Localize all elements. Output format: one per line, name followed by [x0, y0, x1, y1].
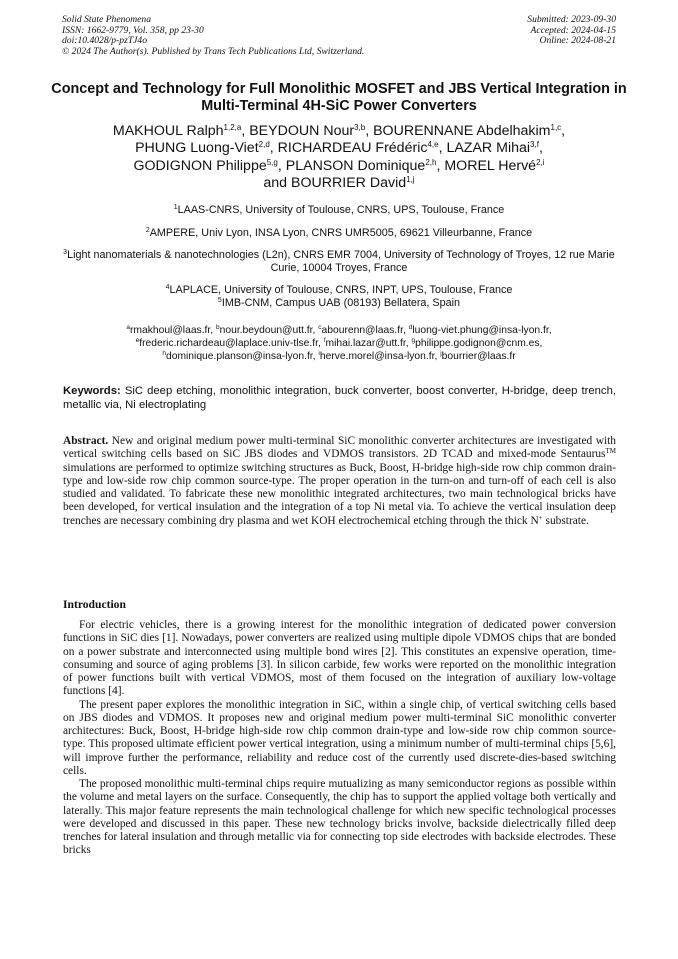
- paragraph: The present paper explores the monolithic integration in SiC, within a single chip, of vertical switching cells based on JBS diodes and VDMOS. It proposes new and original medium power multi-terminal SiC monolithic converter architectures: Buck, Boost, H-bridge high-side row chip common drain-type and low-side row chip common source-type. This proposed ultimate efficient power vertical integration, using a minimum number of multi-terminal chips [5,6], will improve further the performance, reliability and reduce cost of the currently used discrete-dies-based switching cells.: [63, 698, 616, 777]
- author: MOREL Hervé$^{2,i}$: [444, 157, 545, 174]
- email-address[interactable]: $^i$herve.morel@insa-lyon.fr: [318, 350, 435, 363]
- author: MAKHOUL Ralph$^{1,2,a}$,: [112, 123, 250, 139]
- affiliation: $^4$LAPLACE, University of Toulouse, CNRS, INPT, UPS, Toulouse, France: [165, 284, 513, 296]
- email-address[interactable]: $^f$mihai.lazar@utt.fr: [323, 337, 406, 350]
- email-address[interactable]: $^g$philippe.godignon@cnm.es: [411, 337, 540, 350]
- affiliation: $^5$IMB-CNM, Campus UAB (08193) Bellatera, Spain: [217, 297, 461, 309]
- affiliation: $^2$AMPERE, Univ Lyon, INSA Lyon, CNRS UMR5005, 69621 Villeurbanne, France: [145, 227, 533, 239]
- keywords-label: Keywords:: [63, 385, 121, 397]
- author: BEYDOUN Nour$^{3,b}$,: [249, 123, 374, 139]
- author: LAZAR Mihai$^{3,f}$,: [446, 140, 543, 157]
- journal-info: [62, 15, 364, 57]
- author: PHUNG Luong-Viet$^{2,d}$,: [135, 140, 278, 157]
- section-heading-introduction: Introduction: [63, 598, 126, 611]
- affiliation: $^3$Light nanomaterials & nanotechnologies (L2n), CNRS EMR 7004, University of Technology of Troyes, 12 rue Marie Curie, 10004 Troyes, France: [63, 249, 615, 275]
- copyright-line: © 2024 The Author(s). Published by Trans Tech Publications Ltd, Switzerland.: [62, 45, 365, 57]
- doi-line: doi:10.4028/p-pzTJ4o: [62, 35, 148, 47]
- paragraph: For electric vehicles, there is a growing interest for the monolithic integration of dedicated power conversion functions in SiC dies [1]. Nowadays, power converters are realized using multiple dipole VDMOS chips that are bonded on a power substrate and interconnected using multiple bond wires [2]. This constitutes an expensive operation, time-consuming and source of aging problems [3]. In silicon carbide, few works were reported on the monolithic integration of power functions built with vertical VDMOS, most of them focused on the integration of auxiliary low-voltage functions [4].: [63, 619, 616, 698]
- keywords-text: SiC deep etching, monolithic integration, buck converter, boost converter, H-bridge, deep trench, metallic via, Ni electroplating: [63, 385, 616, 411]
- paragraph: The proposed monolithic multi-terminal chips require mutualizing as many semiconductor regions as possible within the volume and metal layers on the surface. Consequently, the chip has to support the applied voltage both vertically and laterally. This major feature represents the main technological challenge for which new specific technological processes were developed and discussed in this paper. These new technology bricks involve, backside dielectrically filled deep trenches for lateral insulation and through metallic via for connecting top side electrodes with backside electrodes. These bricks: [63, 778, 616, 857]
- accepted-date: Accepted: 2024-04-15: [530, 24, 616, 36]
- email-address[interactable]: $^a$rmakhoul@laas.fr: [126, 324, 211, 336]
- paper-title: Concept and Technology for Full Monolithic MOSFET and JBS Vertical Integration in Multi-Terminal 4H-SiC Power Converters: [51, 81, 627, 114]
- email-address[interactable]: $^d$luong-viet.phung@insa-lyon.fr: [408, 324, 549, 336]
- abstract: Abstract. New and original medium power multi-terminal SiC monolithic converter architectures are investigated with vertical switching cells based on SiC JBS diodes and VDMOS transistors. 2D TCAD and mixed-mode Sentaurus™ simulations are performed to optimize switching structures as Buck, Boost, H-bridge high-side row chip common drain-type and low-side row chip common source-type. The proper operation in the turn-on and turn-off of each cell is also studied and validated. To fabricate these new monolithic integrated architectures, two main technological bricks have been developed, for vertical insulation and the integration of a top Ni metal via. To achieve the vertical insulation deep trenches are necessary combining dry plasma and wet KOH electrochemical etching through the thick N+ substrate.: [63, 435, 617, 527]
- author: BOURENNANE Abdelhakim$^{1,c}$,: [373, 123, 566, 139]
- abstract-label: Abstract.: [63, 435, 109, 447]
- email-address[interactable]: $^e$frederic.richardeau@laplace.univ-tlse.fr: [135, 337, 318, 350]
- email-address[interactable]: $^j$bourrier@laas.fr: [440, 350, 516, 363]
- author: PLANSON Dominique$^{2,h}$,: [285, 157, 445, 174]
- author: RICHARDEAU Frédéric$^{4,e}$,: [277, 140, 447, 157]
- email-list: $^a$rmakhoul@laas.fr, $^b$nour.beydoun@utt.fr, $^c$abourenn@laas.fr, $^d$luong-viet.phung@insa-lyon.fr, $^e$frederic.richardeau@laplace.univ-tlse.fr, $^f$mihai.lazar@utt.fr, $^g$philippe.godignon@cnm.es, $^h$dominique.planson@insa-lyon.fr, $^i$herve.morel@insa-lyon.fr, $^j$bourrier@laas.fr: [126, 324, 552, 363]
- email-address[interactable]: $^b$nour.beydoun@utt.fr: [216, 324, 313, 336]
- journal-name: Solid State Phenomena: [62, 14, 151, 25]
- submitted-date: Submitted: 2023-09-30: [527, 14, 616, 25]
- author: GODIGNON Philippe$^{5,g}$,: [133, 157, 286, 174]
- affiliation: $^1$LAAS-CNRS, University of Toulouse, CNRS, UPS, Toulouse, France: [173, 204, 505, 216]
- keywords: [63, 384, 616, 412]
- issn-line: ISSN: 1662-9779, Vol. 358, pp 23-30: [62, 24, 204, 36]
- email-address[interactable]: $^c$abourenn@laas.fr: [318, 324, 403, 336]
- author: and BOURRIER David$^{1,j}$: [263, 175, 415, 192]
- publication-dates: [527, 15, 616, 47]
- email-address[interactable]: $^h$dominique.planson@insa-lyon.fr: [162, 350, 313, 363]
- author-list: [50, 123, 628, 193]
- introduction-body: [63, 619, 616, 858]
- online-date: Online: 2024-08-21: [539, 35, 616, 47]
